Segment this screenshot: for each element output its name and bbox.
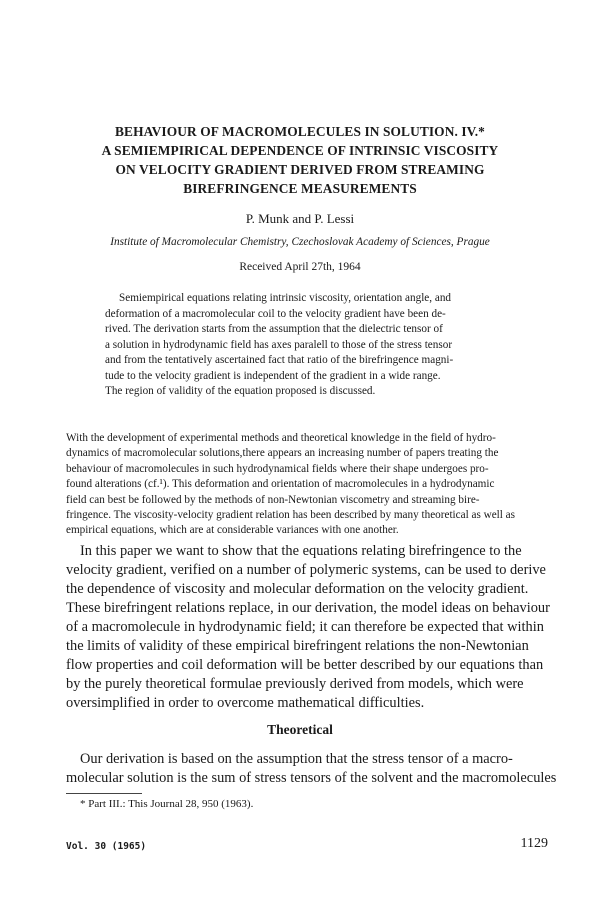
body-line: by the purely theoretical formulae previously derived from models, which were — [66, 676, 524, 692]
introduction-paragraph — [66, 431, 550, 539]
footnote-rule — [66, 793, 142, 794]
article-title — [60, 122, 540, 198]
body-line: These birefringent relations replace, in our derivation, the model ideas on behaviour — [66, 600, 550, 616]
abstract — [105, 291, 497, 400]
affiliation: Institute of Macromolecular Chemistry, Czechoslovak Academy of Sciences, Prague — [110, 236, 490, 248]
body-line: velocity gradient, verified on a number of polymeric systems, can be used to derive — [66, 562, 546, 578]
body-line: of a macromolecule in hydrodynamic field; it can therefore be expected that within — [66, 619, 544, 635]
theoretical-paragraph — [66, 750, 557, 788]
body-line: In this paper we want to show that the equations relating birefringence to the — [80, 543, 522, 559]
intro-line: empirical equations, which are at considerable variances with one another. — [66, 524, 399, 537]
title-line: BEHAVIOUR OF MACROMOLECULES IN SOLUTION. IV.* — [115, 124, 485, 139]
abstract-line: rived. The derivation starts from the assumption that the dielectric tensor of — [105, 323, 443, 335]
theoretical-line: molecular solution is the sum of stress tensors of the solvent and the macromolecules — [66, 770, 557, 786]
section-heading: Theoretical — [267, 722, 333, 737]
abstract-line: and from the tentatively ascertained fact that ratio of the birefringence magni- — [105, 354, 454, 366]
body-line: flow properties and coil deformation will be better described by our equations than — [66, 657, 544, 673]
footnote: * Part III.: This Journal 28, 950 (1963). — [80, 798, 254, 810]
abstract-line: a solution in hydrodynamic field has axes paralell to those of the stress tensor — [105, 338, 453, 351]
intro-line: found alterations (cf.¹). This deformation and orientation of macromolecules in a hydrodynamic — [66, 478, 495, 491]
title-line: BIREFRINGENCE MEASUREMENTS — [183, 181, 417, 196]
page-number: 1129 — [520, 836, 548, 851]
body-paragraph — [66, 542, 550, 713]
body-line: the limits of validity of these empirical birefringent relations the non-Newtonian — [66, 638, 529, 654]
abstract-line: The region of validity of the equation proposed is discussed. — [105, 385, 376, 397]
authors: P. Munk and P. Lessi — [245, 211, 355, 226]
title-line: ON VELOCITY GRADIENT DERIVED FROM STREAMING — [115, 162, 485, 177]
intro-line: dynamics of macromolecular solutions,there appears an increasing number of papers treating the — [66, 447, 499, 460]
body-line: oversimplified in order to overcome mathematical difficulties. — [66, 695, 425, 711]
body-line: the dependence of viscosity and molecular deformation on the velocity gradient. — [66, 581, 529, 597]
intro-line: field can best be followed by the methods of non-Newtonian viscometry and streaming bire- — [66, 493, 480, 506]
intro-line: behaviour of macromolecules in such hydrodynamical fields where their shape undergoes pro- — [66, 462, 489, 475]
volume-info: Vol. 30 (1965) — [66, 841, 147, 852]
intro-line: With the development of experimental methods and theoretical knowledge in the field of hydro- — [66, 432, 496, 444]
abstract-line: tude to the velocity gradient is independent of the gradient in a wide range. — [105, 369, 441, 382]
received-date: Received April 27th, 1964 — [239, 261, 361, 273]
abstract-line: deformation of a macromolecular coil to the velocity gradient have been de- — [105, 307, 446, 320]
abstract-line: Semiempirical equations relating intrinsic viscosity, orientation angle, and — [119, 292, 452, 304]
theoretical-line: Our derivation is based on the assumption that the stress tensor of a macro- — [80, 751, 513, 767]
intro-line: fringence. The viscosity-velocity gradient relation has been described by many theoretical as well as — [66, 509, 515, 522]
title-line: A SEMIEMPIRICAL DEPENDENCE OF INTRINSIC VISCOSITY — [101, 143, 499, 158]
